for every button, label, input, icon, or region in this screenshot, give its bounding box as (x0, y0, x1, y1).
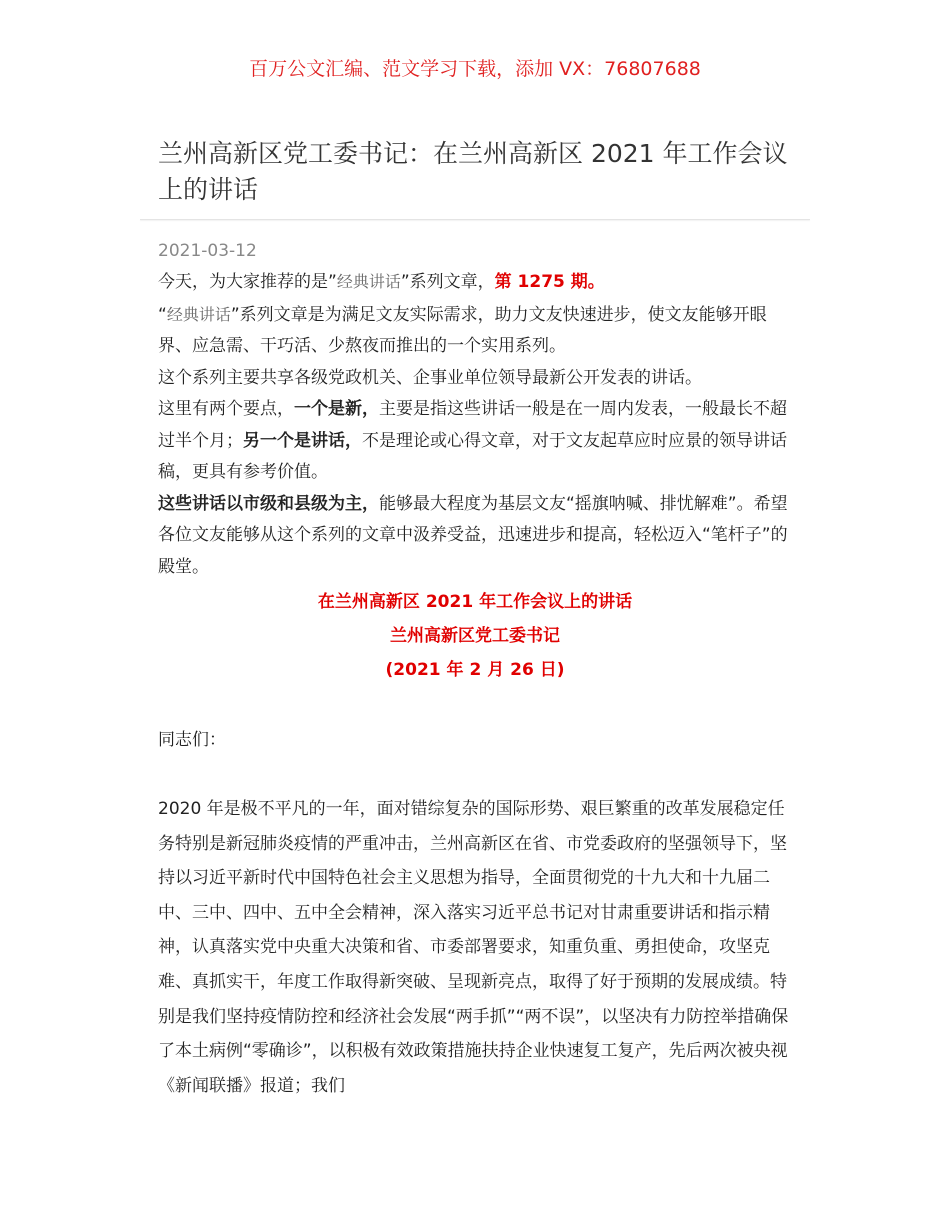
speech-speaker: 兰州高新区党工委书记 (390, 626, 560, 646)
issue-number: 第 1275 期。 (494, 272, 605, 292)
title-divider (140, 219, 810, 220)
promo-banner: 百万公文汇编、范文学习下载，添加 VX：76807688 (249, 58, 701, 80)
key-point-1: 一个是新， (294, 399, 379, 419)
speech-greeting: 同志们： (158, 730, 226, 750)
intro-text: 能够最大程度为基层文友“摇旗呐喊、排忧解难”。希望各位文友能够从这个系列的文章中汲养受益，迅速进步和提高，轻松迈入“笔杆子”的殿堂。 (158, 493, 788, 577)
speech-paragraph-1: 2020 年是极不平凡的一年，面对错综复杂的国际形势、艰巨繁重的改革发展稳定任务特别是新冠肺炎疫情的严重冲击，兰州高新区在省、市党委政府的坚强领导下，坚持以习近平新时代中国特色社会主义思想为指导，全面贯彻党的十九大和十九届二中、三中、四中、五中全会精神，深入落实习近平总书记对甘肃重要讲话和指示精神，认真落实党中央重大决策和省、市委部署要求，知重负重、勇担使命，攻坚克难、真抓实干，年度工作取得新突破、呈现新亮点，取得了好于预期的发展成绩。特别是我们坚持疫情防控和经济社会发展“两手抓”“两不误”，以坚决有力防控举措确保了本土病例“零确诊”，以积极有效政策措施扶持企业快速复工复产，先后两次被央视《新闻联播》报道；我们 (158, 799, 789, 1096)
intro-section (158, 266, 798, 583)
article-title: 兰州高新区党工委书记：在兰州高新区 2021 年工作会议上的讲话 (158, 139, 788, 204)
intro-paragraph-1 (158, 266, 798, 299)
intro-text: “ (158, 304, 167, 325)
key-point-3: 这些讲话以市级和县级为主， (158, 493, 379, 514)
speech-body (158, 792, 798, 1103)
intro-text: 主要是指这些讲话一般是在一周内发表，一般最长不超过半个月； (158, 399, 787, 451)
intro-paragraph-4 (158, 394, 798, 489)
intro-text: 不是理论或心得文章，对于文友起草应时应景的领导讲话稿，更具有参考价值。 (158, 430, 787, 482)
series-name: 经典讲话 (166, 304, 231, 324)
intro-paragraph-3: 这个系列主要共享各级党政机关、企事业单位领导最新公开发表的讲话。 (158, 367, 702, 388)
publish-date: 2021-03-12 (158, 241, 257, 261)
intro-text: 这里有两个要点， (158, 399, 294, 419)
intro-paragraph-2 (158, 299, 798, 363)
key-point-2: 另一个是讲话， (243, 430, 362, 451)
intro-text: ”系列文章， (400, 272, 495, 292)
series-name: 经典讲话 (336, 272, 401, 291)
speech-date: (2021 年 2 月 26 日) (385, 660, 565, 680)
speech-title: 在兰州高新区 2021 年工作会议上的讲话 (317, 592, 633, 612)
intro-paragraph-5 (158, 489, 798, 584)
intro-text: ”系列文章是为满足文友实际需求，助力文友快速进步，使文友能够开眼界、应急需、干巧活、少熬夜而推出的一个实用系列。 (158, 304, 767, 356)
intro-text: 今天，为大家推荐的是” (158, 272, 337, 292)
